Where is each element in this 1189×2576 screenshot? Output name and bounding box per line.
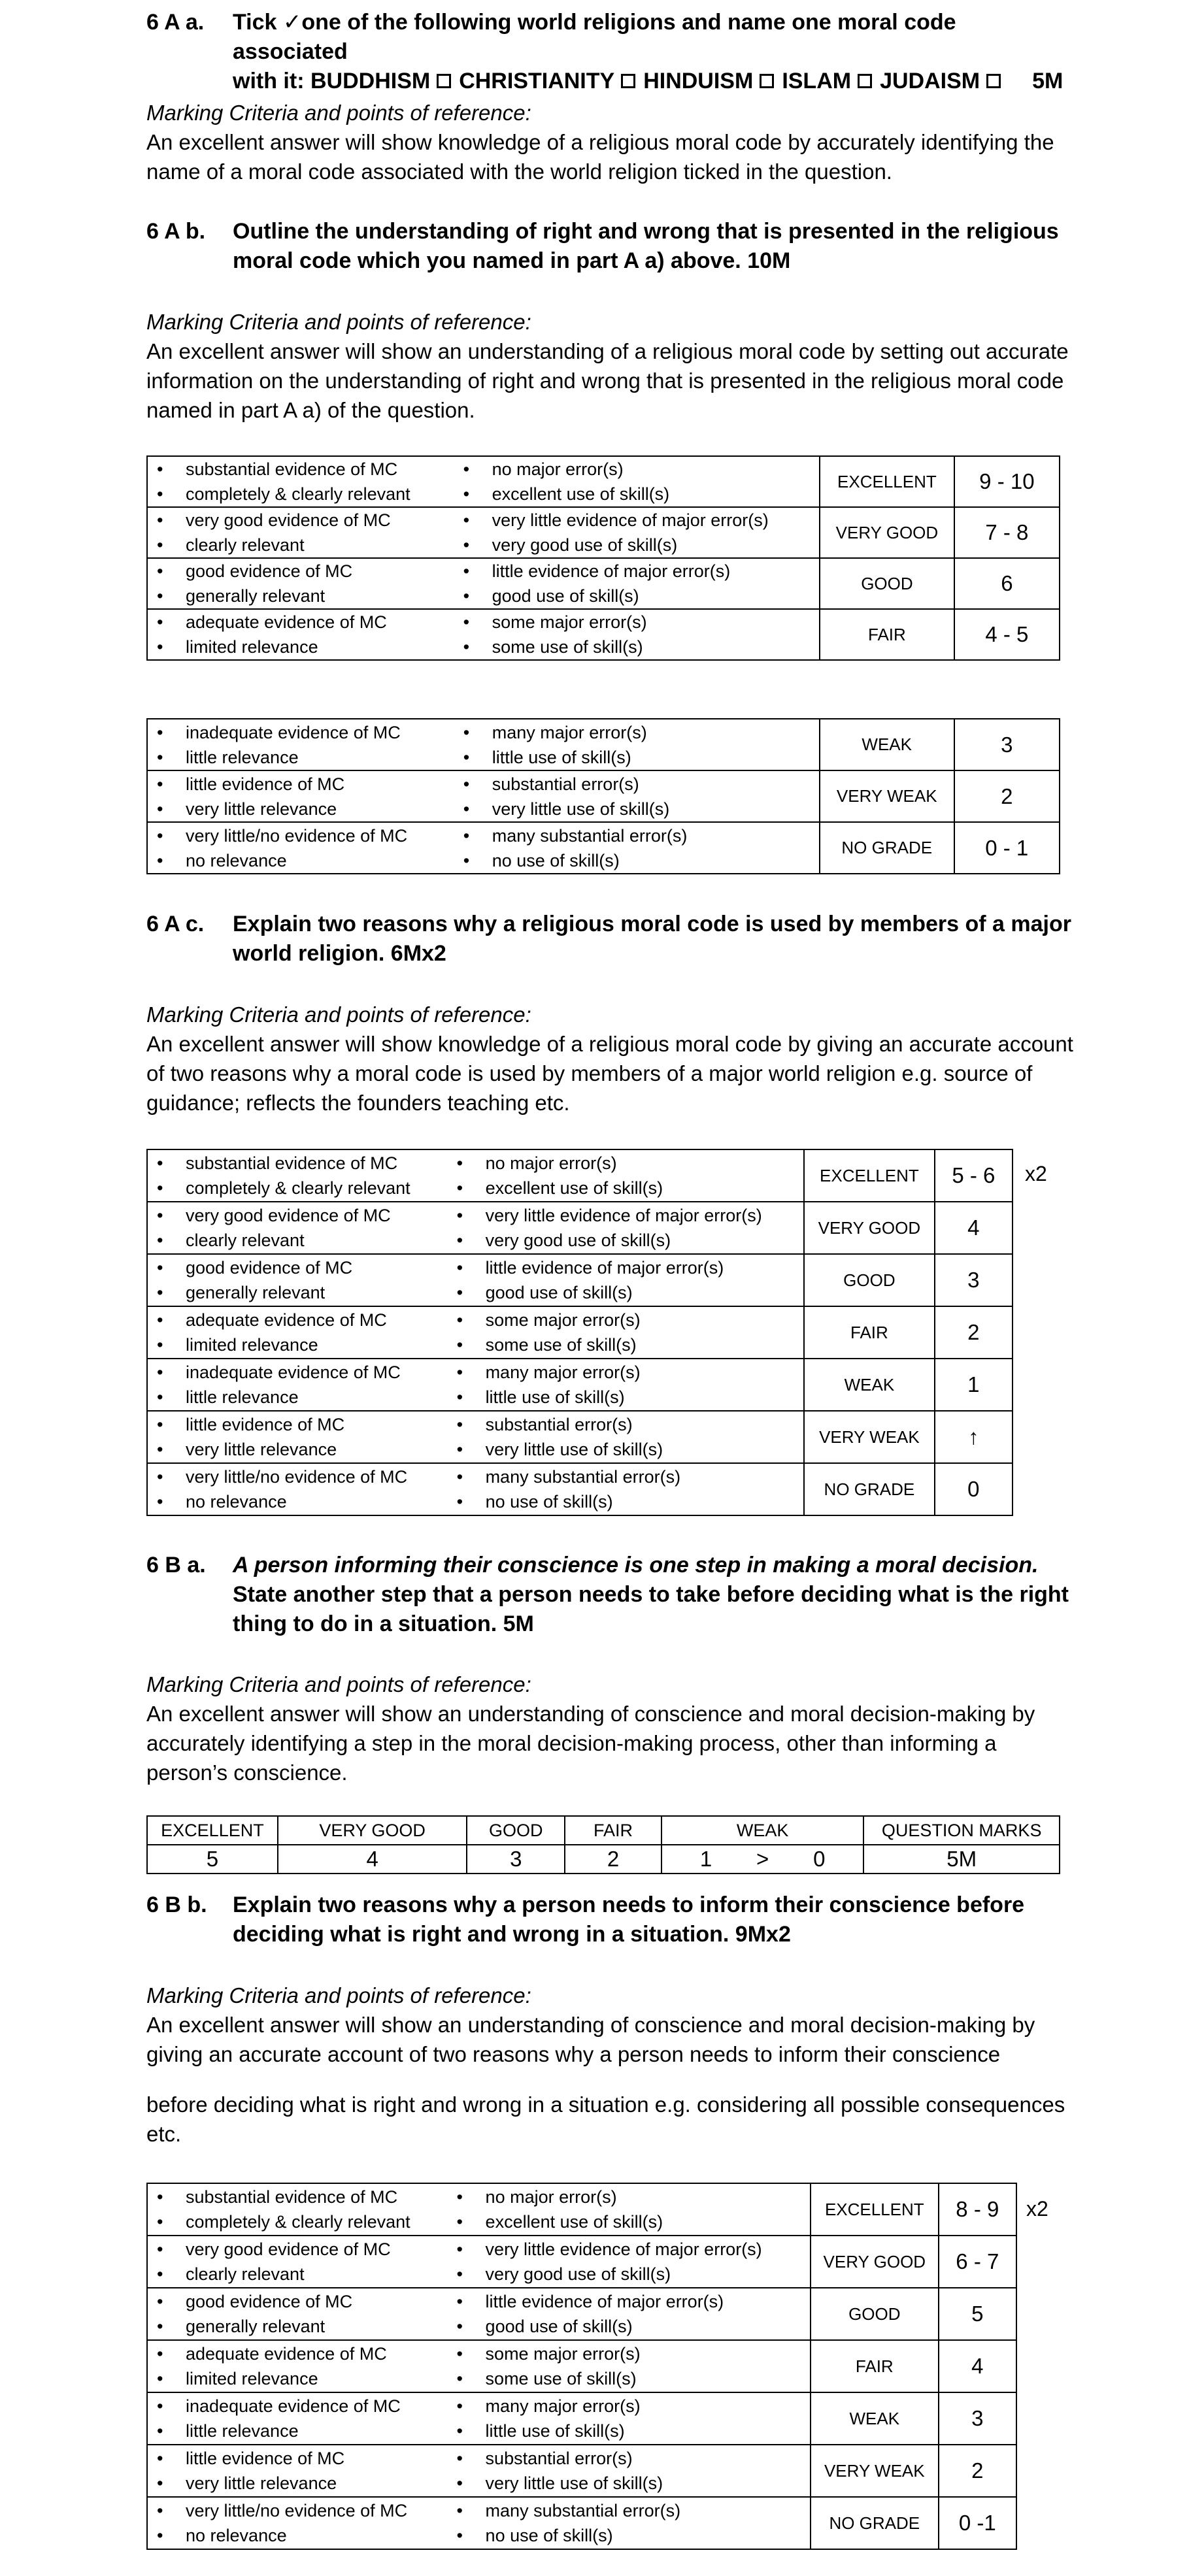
rubric-row (147, 2340, 1016, 2392)
criteria-bullet: • some use of skill(s) (448, 2366, 810, 2391)
grade-marks: 3 (935, 1254, 1013, 1306)
criteria-heading: Marking Criteria and points of reference: (146, 1002, 531, 1027)
criteria-bullet: • very little use of skill(s) (448, 1437, 804, 1462)
rubric-row (147, 1254, 1013, 1306)
criteria-bullet: • clearly relevant (148, 1228, 448, 1253)
grade-label: FAIR (804, 1306, 935, 1359)
grade-marks: 0 - 1 (954, 822, 1060, 874)
rubric-row (147, 1463, 1013, 1515)
rubric-row (147, 770, 1060, 822)
criteria-bullet: • very little use of skill(s) (448, 2471, 810, 2496)
content-criteria (147, 609, 454, 660)
criteria-bullet: • very little evidence of major error(s) (448, 1203, 804, 1228)
religion-option-christianity: CHRISTIANITY (459, 69, 615, 93)
error-skill-criteria (454, 507, 820, 558)
criteria-bullet: • clearly relevant (148, 2262, 448, 2287)
criteria-bullet: • no use of skill(s) (448, 2523, 810, 2548)
grade-marks: 4 - 5 (954, 609, 1060, 660)
content-criteria (147, 822, 454, 874)
error-skill-criteria (454, 770, 820, 822)
criteria-bullet: • little relevance (148, 745, 454, 770)
criteria-bullet: • many major error(s) (448, 1360, 804, 1385)
criteria-bullet: • good evidence of MC (148, 1255, 448, 1280)
error-skill-criteria (454, 558, 820, 609)
criteria-bullet: • good use of skill(s) (454, 584, 820, 608)
criteria-bullet: • generally relevant (148, 2314, 448, 2339)
weak-value-low: 0 (813, 1847, 826, 1871)
question-marks: 5M (1032, 69, 1063, 93)
religion-option-hinduism: HINDUISM (643, 69, 754, 93)
rubric-table-6Ab-top (146, 455, 1060, 661)
criteria-bullet: • some use of skill(s) (454, 635, 820, 659)
weak-value-separator: > (756, 1847, 769, 1871)
criteria-bullet: • substantial error(s) (448, 1412, 804, 1437)
criteria-bullet: • completely & clearly relevant (148, 482, 454, 506)
error-skill-criteria (448, 1411, 805, 1463)
rubric-row (147, 2288, 1016, 2340)
marks-table-6Ba (146, 1815, 1060, 1874)
criteria-bullet: • many substantial error(s) (448, 1464, 804, 1489)
criteria-bullet: • little evidence of major error(s) (448, 1255, 804, 1280)
criteria-bullet: • very little evidence of major error(s) (448, 2237, 810, 2262)
content-criteria (147, 2288, 448, 2340)
criteria-text (146, 2010, 1075, 2149)
grade-value-excellent: 5 (147, 1845, 278, 1874)
criteria-bullet: • excellent use of skill(s) (448, 2209, 810, 2234)
content-criteria (147, 1202, 448, 1254)
grade-marks: 4 (935, 1202, 1013, 1254)
rubric-row (147, 2236, 1016, 2288)
criteria-bullet: • some major error(s) (454, 610, 820, 635)
criteria-bullet: • no relevance (148, 848, 454, 873)
error-skill-criteria (448, 1254, 805, 1306)
criteria-bullet: • no major error(s) (454, 457, 820, 482)
content-criteria (147, 2236, 448, 2288)
criteria-bullet: • some major error(s) (448, 1308, 804, 1332)
rubric-table-6Ac (146, 1149, 1013, 1516)
error-skill-criteria (448, 2183, 811, 2236)
criteria-bullet: • very little/no evidence of MC (148, 823, 454, 848)
grade-marks: 9 - 10 (954, 456, 1060, 507)
error-skill-criteria (448, 2340, 811, 2392)
criteria-bullet: • substantial error(s) (448, 2446, 810, 2471)
grade-marks: 5 - 6 (935, 1149, 1013, 1202)
checkbox-islam[interactable] (858, 74, 872, 88)
content-criteria (147, 2340, 448, 2392)
question-number: 6 A c. (146, 912, 205, 936)
question-text (233, 1551, 1076, 1639)
rubric-table-6Bb (146, 2183, 1017, 2550)
grade-label: GOOD (804, 1254, 935, 1306)
criteria-bullet: • substantial evidence of MC (148, 2185, 448, 2209)
grade-marks: 4 (939, 2340, 1016, 2392)
criteria-bullet: • good use of skill(s) (448, 1280, 804, 1305)
error-skill-criteria (448, 2392, 811, 2445)
religion-option-judaism: JUDAISM (880, 69, 980, 93)
criteria-text: An excellent answer will show knowledge of a religious moral code by giving an accurate account of two reasons why a moral code is used by members of a major world religion e.g. source of guidance; reflects the founders teaching etc. (146, 1032, 1073, 1115)
grade-label: GOOD (811, 2288, 939, 2340)
grade-label: GOOD (820, 558, 954, 609)
criteria-bullet: • some use of skill(s) (448, 1332, 804, 1357)
grade-label: NO GRADE (804, 1463, 935, 1515)
rubric-row (147, 1359, 1013, 1411)
grade-header-question-marks: QUESTION MARKS (863, 1816, 1060, 1845)
criteria-text-part-1: An excellent answer will show an understanding of conscience and moral decision-making by giving an accurate account of two reasons why a person needs to inform their conscience (146, 2013, 1035, 2066)
criteria-bullet: • inadequate evidence of MC (148, 720, 454, 745)
question-number: 6 B a. (146, 1553, 206, 1577)
grade-marks: 8 - 9 (939, 2183, 1016, 2236)
criteria-bullet: • good use of skill(s) (448, 2314, 810, 2339)
grade-value-weak (661, 1845, 863, 1874)
grade-marks: 2 (954, 770, 1060, 822)
content-criteria (147, 2183, 448, 2236)
grade-marks: 3 (939, 2392, 1016, 2445)
criteria-heading: Marking Criteria and points of reference: (146, 101, 531, 125)
error-skill-criteria (448, 2236, 811, 2288)
criteria-bullet: • no relevance (148, 1489, 448, 1514)
criteria-bullet: • no major error(s) (448, 1151, 804, 1176)
error-skill-criteria (448, 2445, 811, 2497)
criteria-bullet: • very good use of skill(s) (454, 533, 820, 557)
criteria-bullet: • completely & clearly relevant (148, 1176, 448, 1200)
religion-option-islam: ISLAM (782, 69, 852, 93)
criteria-bullet: • little evidence of major error(s) (448, 2289, 810, 2314)
error-skill-criteria (448, 2288, 811, 2340)
grade-value-very-good: 4 (278, 1845, 467, 1874)
criteria-bullet: • little evidence of major error(s) (454, 559, 820, 584)
error-skill-criteria (448, 1149, 805, 1202)
question-instruction: State another step that a person needs to take before deciding what is the right thing to do in a situation. 5M (233, 1582, 1069, 1636)
criteria-bullet: • very little/no evidence of MC (148, 2498, 448, 2523)
grade-label: VERY WEAK (804, 1411, 935, 1463)
criteria-bullet: • substantial evidence of MC (148, 457, 454, 482)
question-text: Explain two reasons why a religious moral code is used by members of a major world religion. 6Mx2 (233, 912, 1071, 966)
rubric-table-6Ab-bottom (146, 718, 1060, 874)
weak-value-high: 1 (699, 1847, 712, 1871)
question-text: Outline the understanding of right and wrong that is presented in the religious moral code which you named in part A a) above. 10M (233, 219, 1059, 273)
criteria-bullet: • little evidence of MC (148, 2446, 448, 2471)
grade-label: EXCELLENT (820, 456, 954, 507)
grade-header-weak: WEAK (661, 1816, 863, 1845)
grade-marks: 2 (935, 1306, 1013, 1359)
criteria-bullet: • excellent use of skill(s) (454, 482, 820, 506)
grade-label: FAIR (811, 2340, 939, 2392)
rubric-row (147, 456, 1060, 507)
criteria-bullet: • little use of skill(s) (454, 745, 819, 770)
content-criteria (147, 1463, 448, 1515)
question-number: 6 A a. (146, 10, 205, 35)
question-line-2-prefix: with it: (233, 69, 305, 93)
criteria-bullet: • very good evidence of MC (148, 1203, 448, 1228)
checkbox-hinduism[interactable] (760, 74, 774, 88)
criteria-bullet: • excellent use of skill(s) (448, 1176, 804, 1200)
grade-header-excellent: EXCELLENT (147, 1816, 278, 1845)
criteria-bullet: • many major error(s) (448, 2394, 810, 2419)
grade-label: VERY GOOD (820, 507, 954, 558)
criteria-bullet: • adequate evidence of MC (148, 610, 454, 635)
criteria-bullet: • no major error(s) (448, 2185, 810, 2209)
grade-header-very-good: VERY GOOD (278, 1816, 467, 1845)
error-skill-criteria (454, 719, 820, 770)
error-skill-criteria (448, 1306, 805, 1359)
criteria-bullet: • very good use of skill(s) (448, 1228, 804, 1253)
criteria-bullet: • little evidence of MC (148, 1412, 448, 1437)
grade-label: VERY GOOD (804, 1202, 935, 1254)
criteria-bullet: • little evidence of MC (148, 772, 454, 797)
grade-label: NO GRADE (820, 822, 954, 874)
grade-value-good: 3 (467, 1845, 565, 1874)
grade-marks: 0 -1 (939, 2497, 1016, 2549)
grade-marks: 3 (954, 719, 1060, 770)
grade-label: WEAK (820, 719, 954, 770)
content-criteria (147, 558, 454, 609)
grade-header-good: GOOD (467, 1816, 565, 1845)
criteria-bullet: • no use of skill(s) (454, 848, 819, 873)
religion-options (233, 67, 1076, 96)
grade-marks: 7 - 8 (954, 507, 1060, 558)
criteria-bullet: • little relevance (148, 2419, 448, 2443)
grade-marks: 2 (939, 2445, 1016, 2497)
criteria-bullet: • many major error(s) (454, 720, 819, 745)
grade-label: VERY WEAK (820, 770, 954, 822)
criteria-bullet: • good evidence of MC (148, 2289, 448, 2314)
criteria-bullet: • little relevance (148, 1385, 448, 1410)
criteria-bullet: • very little relevance (148, 1437, 448, 1462)
content-criteria (147, 507, 454, 558)
grade-label: EXCELLENT (811, 2183, 939, 2236)
grade-marks: ↑ (935, 1411, 1013, 1463)
checkbox-judaism[interactable] (986, 74, 1001, 88)
error-skill-criteria (448, 1463, 805, 1515)
content-criteria (147, 1359, 448, 1411)
grade-marks: 1 (935, 1359, 1013, 1411)
rubric-row (147, 1306, 1013, 1359)
content-criteria (147, 456, 454, 507)
criteria-text-part-2: before deciding what is right and wrong in a situation e.g. considering all possible consequences etc. (146, 2092, 1065, 2146)
grade-label: WEAK (811, 2392, 939, 2445)
grade-marks: 6 - 7 (939, 2236, 1016, 2288)
content-criteria (147, 2445, 448, 2497)
criteria-bullet: • very good use of skill(s) (448, 2262, 810, 2287)
criteria-bullet: • very good evidence of MC (148, 2237, 448, 2262)
error-skill-criteria (448, 1359, 805, 1411)
criteria-bullet: • inadequate evidence of MC (148, 1360, 448, 1385)
criteria-bullet: • adequate evidence of MC (148, 1308, 448, 1332)
criteria-bullet: • limited relevance (148, 1332, 448, 1357)
grade-marks: 5 (939, 2288, 1016, 2340)
content-criteria (147, 2392, 448, 2445)
criteria-bullet: • generally relevant (148, 584, 454, 608)
criteria-bullet: • very good evidence of MC (148, 508, 454, 533)
criteria-bullet: • limited relevance (148, 635, 454, 659)
rubric-row (147, 2392, 1016, 2445)
grade-label: FAIR (820, 609, 954, 660)
rubric-row (147, 822, 1060, 874)
criteria-bullet: • substantial evidence of MC (148, 1151, 448, 1176)
question-line-1: Tick ✓one of the following world religions and name one moral code associated (233, 10, 956, 64)
content-criteria (147, 2497, 448, 2549)
multiplier-label: x2 (1026, 2197, 1048, 2221)
criteria-bullet: • very little/no evidence of MC (148, 1464, 448, 1489)
rubric-row (147, 558, 1060, 609)
criteria-text: An excellent answer will show an understanding of conscience and moral decision-making by accurately identifying a step in the moral decision-making process, other than informing a person’s conscience. (146, 1702, 1035, 1785)
criteria-bullet: • no relevance (148, 2523, 448, 2548)
checkbox-christianity[interactable] (621, 74, 635, 88)
grade-label: EXCELLENT (804, 1149, 935, 1202)
criteria-bullet: • limited relevance (148, 2366, 448, 2391)
question-text: Explain two reasons why a person needs to inform their conscience before deciding what is right and wrong in a situation. 9Mx2 (233, 1892, 1025, 1947)
criteria-bullet: • adequate evidence of MC (148, 2341, 448, 2366)
rubric-row (147, 1149, 1013, 1202)
rubric-row (147, 1202, 1013, 1254)
rubric-row (147, 507, 1060, 558)
criteria-bullet: • little use of skill(s) (448, 2419, 810, 2443)
error-skill-criteria (454, 609, 820, 660)
rubric-row (147, 719, 1060, 770)
criteria-bullet: • good evidence of MC (148, 559, 454, 584)
content-criteria (147, 1254, 448, 1306)
criteria-bullet: • very little use of skill(s) (454, 797, 819, 821)
criteria-bullet: • clearly relevant (148, 533, 454, 557)
error-skill-criteria (454, 822, 820, 874)
criteria-bullet: • many substantial error(s) (454, 823, 819, 848)
religion-option-buddhism: BUDDHISM (310, 69, 431, 93)
question-number: 6 B b. (146, 1892, 207, 1917)
multiplier-label: x2 (1025, 1162, 1047, 1185)
grade-value-fair: 2 (565, 1845, 661, 1874)
content-criteria (147, 1306, 448, 1359)
question-statement: A person informing their conscience is one step in making a moral decision. (233, 1553, 1039, 1577)
criteria-bullet: • very little relevance (148, 2471, 448, 2496)
rubric-row (147, 609, 1060, 660)
criteria-bullet: • little use of skill(s) (448, 1385, 804, 1410)
question-number: 6 A b. (146, 219, 206, 244)
error-skill-criteria (454, 456, 820, 507)
content-criteria (147, 1149, 448, 1202)
grade-label: VERY WEAK (811, 2445, 939, 2497)
rubric-row (147, 2183, 1016, 2236)
grade-value-question-marks: 5M (863, 1845, 1060, 1874)
criteria-bullet: • some major error(s) (448, 2341, 810, 2366)
question-text (233, 8, 1076, 96)
grade-label: WEAK (804, 1359, 935, 1411)
criteria-bullet: • generally relevant (148, 1280, 448, 1305)
criteria-bullet: • many substantial error(s) (448, 2498, 810, 2523)
grade-label: VERY GOOD (811, 2236, 939, 2288)
error-skill-criteria (448, 1202, 805, 1254)
grade-marks: 6 (954, 558, 1060, 609)
checkbox-buddhism[interactable] (437, 74, 451, 88)
criteria-text: An excellent answer will show knowledge of a religious moral code by accurately identifying the name of a moral code associated with the world religion ticked in the question. (146, 130, 1054, 184)
grade-header-fair: FAIR (565, 1816, 661, 1845)
content-criteria (147, 1411, 448, 1463)
criteria-heading: Marking Criteria and points of reference: (146, 1983, 531, 2007)
content-criteria (147, 719, 454, 770)
criteria-bullet: • inadequate evidence of MC (148, 2394, 448, 2419)
criteria-bullet: • very little relevance (148, 797, 454, 821)
criteria-bullet: • completely & clearly relevant (148, 2209, 448, 2234)
grade-marks: 0 (935, 1463, 1013, 1515)
criteria-bullet: • substantial error(s) (454, 772, 819, 797)
content-criteria (147, 770, 454, 822)
criteria-text: An excellent answer will show an understanding of a religious moral code by setting out accurate information on the understanding of right and wrong that is presented in the religious moral code named in part A a) of the question. (146, 339, 1069, 422)
error-skill-criteria (448, 2497, 811, 2549)
criteria-bullet: • no use of skill(s) (448, 1489, 804, 1514)
criteria-bullet: • very little evidence of major error(s) (454, 508, 820, 533)
rubric-row (147, 1411, 1013, 1463)
grade-label: NO GRADE (811, 2497, 939, 2549)
criteria-heading: Marking Criteria and points of reference: (146, 310, 531, 334)
rubric-row (147, 2497, 1016, 2549)
criteria-heading: Marking Criteria and points of reference: (146, 1672, 531, 1696)
rubric-row (147, 2445, 1016, 2497)
